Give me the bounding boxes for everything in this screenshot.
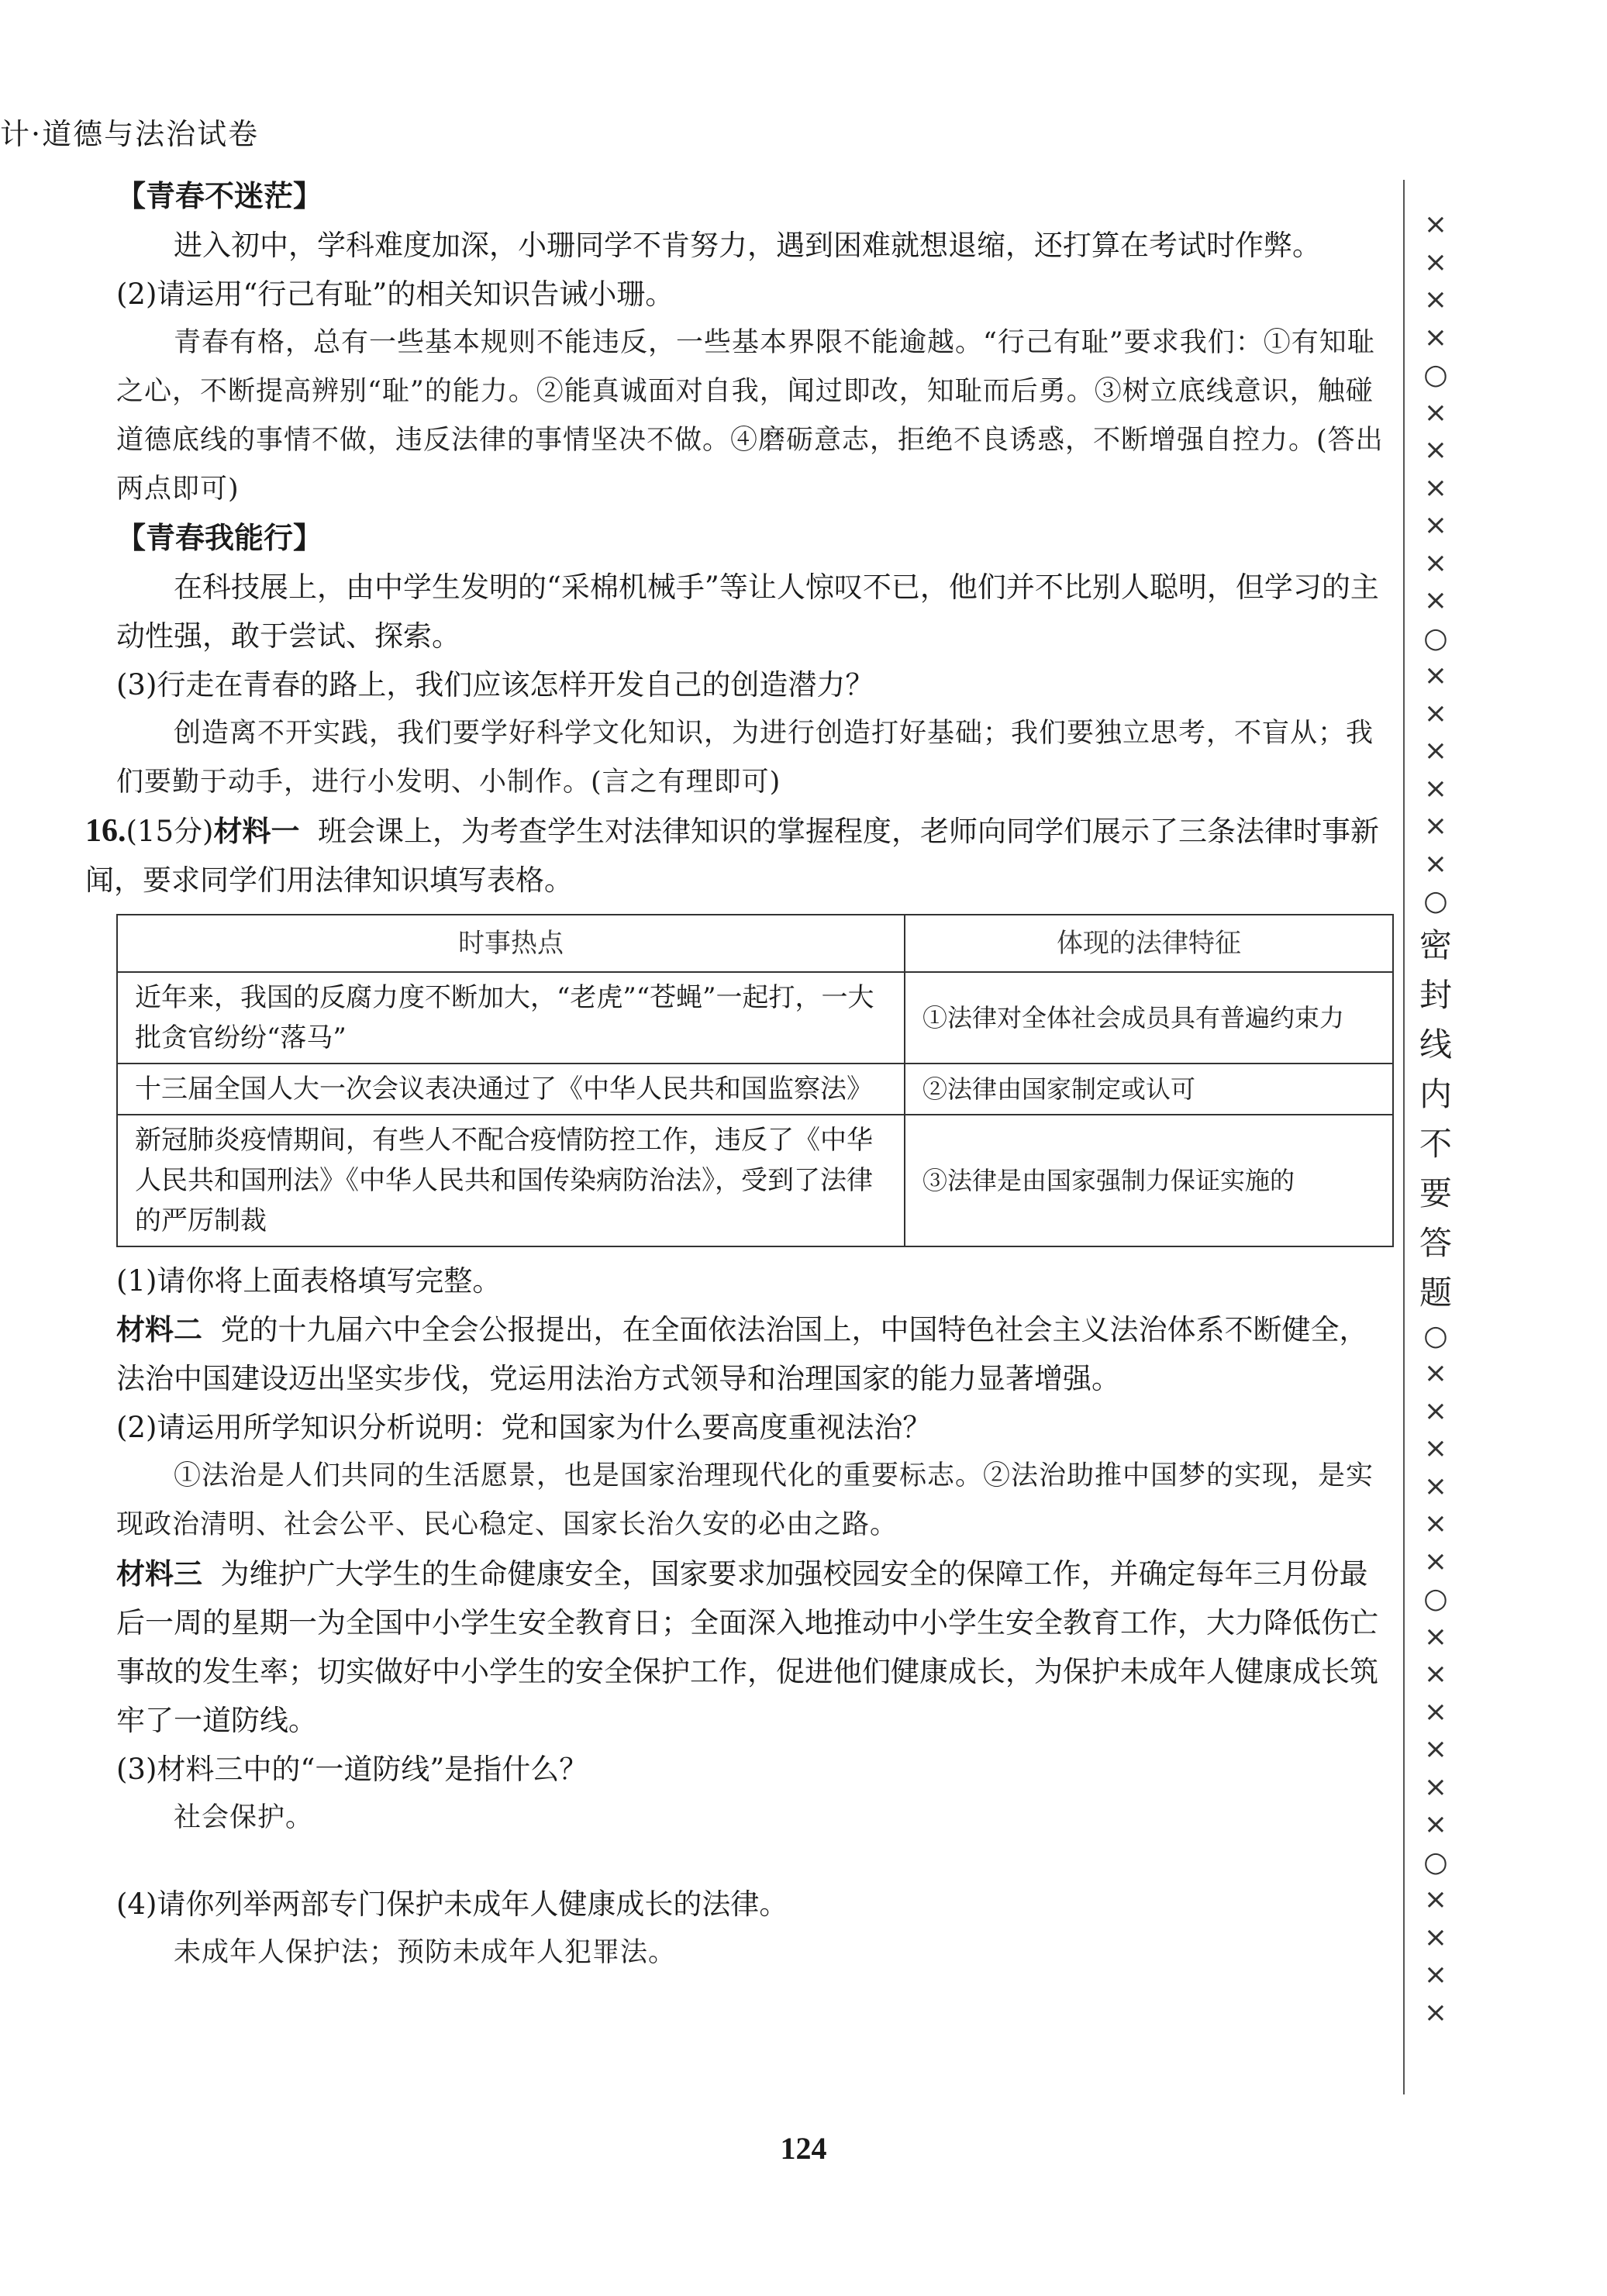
- table-cell-event: 十三届全国人大一次会议表决通过了《中华人民共和国监察法》: [117, 1064, 905, 1115]
- seal-warning-text: [1414, 921, 1457, 1318]
- seal-glyph: ×: [1423, 810, 1448, 842]
- seal-glyph: ×: [1423, 246, 1448, 278]
- seal-glyph: ×: [1423, 1508, 1448, 1539]
- seal-marks-top: [1414, 206, 1457, 921]
- seal-glyph: ×: [1423, 847, 1448, 880]
- seal-glyph: ×: [1423, 1695, 1448, 1728]
- question-2: (2)请运用“行己有耻”的相关知识告诫小珊。: [116, 278, 674, 311]
- page-number: 124: [780, 2131, 827, 2166]
- material-2: [116, 1305, 1388, 1403]
- seal-glyph: ○: [1423, 1583, 1448, 1615]
- seal-glyph: ×: [1423, 1733, 1448, 1765]
- seal-glyph: ○: [1423, 1319, 1448, 1352]
- table-cell-feature: ②法律由国家制定或认可: [905, 1064, 1393, 1115]
- table-row: [117, 972, 1393, 1064]
- seal-glyph: ×: [1423, 1432, 1448, 1464]
- section-title-youth-can-do: 【青春我能行】: [116, 521, 323, 555]
- seal-glyph: ×: [1423, 1620, 1448, 1653]
- section2-material: 在科技展上，由中学生发明的“采棉机械手”等让人惊叹不已，他们并不比别人聪明，但学习的主动性强，敢于尝试、探索。: [116, 571, 1379, 653]
- table-header-event: 时事热点: [117, 915, 905, 972]
- seal-glyph: ○: [1423, 359, 1448, 391]
- answer-3: 创造离不开实践，我们要学好科学文化知识，为进行创造打好基础；我们要独立思考，不盲从；我们要勤于动手，进行小发明、小制作。(言之有理即可): [116, 718, 1374, 798]
- seal-glyph: ×: [1423, 1545, 1448, 1577]
- seal-glyph: ×: [1423, 735, 1448, 767]
- material-1-label: 材料一: [213, 815, 300, 848]
- table-cell-feature: ①法律对全体社会成员具有普遍约束力: [905, 972, 1393, 1064]
- table-header-feature: 体现的法律特征: [905, 915, 1393, 972]
- seal-glyph: ○: [1423, 622, 1448, 654]
- question-16-1: (1)请你将上面表格填写完整。: [116, 1264, 502, 1298]
- seal-marks-bottom: [1414, 1318, 1457, 2032]
- seal-glyph: ×: [1423, 209, 1448, 240]
- material-2-label: 材料二: [116, 1313, 202, 1346]
- seal-glyph: ×: [1423, 321, 1448, 353]
- seal-glyph: ×: [1423, 396, 1448, 429]
- seal-glyph: 封: [1419, 975, 1452, 1014]
- seal-glyph: ×: [1423, 1808, 1448, 1840]
- material-3: [116, 1550, 1388, 1745]
- section1-material: 进入初中，学科难度加深，小珊同学不肯努力，遇到困难就想退缩，还打算在考试时作弊。: [174, 229, 1321, 262]
- seal-glyph: 要: [1419, 1174, 1452, 1212]
- material-2-text: 党的十九届六中全会公报提出，在全面依法治国上，中国特色社会主义法治体系不断健全，法治中国建设迈出坚实步伐，党运用法治方式领导和治理国家的能力显著增强。: [116, 1313, 1368, 1395]
- seal-glyph: ×: [1423, 434, 1448, 466]
- seal-glyph: ×: [1423, 1959, 1448, 1991]
- seal-glyph: ×: [1423, 1658, 1448, 1690]
- table-header-row: [117, 915, 1393, 972]
- seal-glyph: 密: [1419, 926, 1452, 964]
- question-16-material-1: [85, 807, 1388, 905]
- seal-glyph: ×: [1423, 584, 1448, 616]
- table-cell-event: 近年来，我国的反腐力度不断加大，“老虎”“苍蝇”一起打，一大批贪官纷纷“落马”: [117, 972, 905, 1064]
- seal-glyph: 内: [1419, 1074, 1452, 1113]
- page-header: 计·道德与法治试卷: [0, 117, 260, 151]
- material-1-text: 班会课上，为考查学生对法律知识的掌握程度，老师向同学们展示了三条法律时事新闻，要求同学们用法律知识填写表格。: [85, 815, 1379, 897]
- material-3-text: 为维护广大学生的生命健康安全，国家要求加强校园安全的保障工作，并确定每年三月份最后一周的星期一为全国中小学生安全教育日；全面深入地推动中小学生安全教育工作，大力降低伤亡事故的发生率；切实做好中小学生的安全保护工作，促进他们健康成长，为保护未成年人健康成长筑牢了一道防线。: [116, 1557, 1378, 1737]
- seal-glyph: ×: [1423, 697, 1448, 729]
- seal-glyph: ×: [1423, 471, 1448, 504]
- exam-content: [85, 172, 1388, 1977]
- answer-16-3: 社会保护。: [174, 1802, 314, 1833]
- seal-glyph: ×: [1423, 1770, 1448, 1803]
- binding-line: [1403, 180, 1405, 2094]
- seal-glyph: ×: [1423, 509, 1448, 541]
- seal-glyph: 线: [1419, 1025, 1452, 1064]
- question-16-2: (2)请运用所学知识分析说明：党和国家为什么要高度重视法治？: [116, 1411, 932, 1444]
- seal-glyph: ×: [1423, 1884, 1448, 1915]
- seal-glyph: ×: [1423, 1394, 1448, 1427]
- seal-glyph: ×: [1423, 1921, 1448, 1953]
- table-cell-feature: ③法律是由国家强制力保证实施的: [905, 1115, 1393, 1246]
- question-score: (15分): [126, 815, 214, 848]
- seal-sidebar: [1414, 206, 1457, 2032]
- answer-2: 青春有格，总有一些基本规则不能违反，一些基本界限不能逾越。“行己有耻”要求我们：①有知耻之心，不断提高辨别“耻”的能力。②能真诚面对自我，闻过即改，知耻而后勇。③树立底线意识，触碰道德底线的事情不做，违反法律的事情坚决不做。④磨砺意志，拒绝不良诱惑，不断增强自控力。(答出两点即可): [116, 327, 1384, 505]
- question-16-4: (4)请你列举两部专门保护未成年人健康成长的法律。: [116, 1887, 788, 1921]
- section-title-youth-not-lost: 【青春不迷茫】: [116, 179, 323, 213]
- material-3-label: 材料三: [116, 1557, 202, 1591]
- seal-glyph: ×: [1423, 1357, 1448, 1389]
- seal-glyph: ○: [1423, 885, 1448, 917]
- table-row: [117, 1115, 1393, 1246]
- seal-glyph: 答: [1419, 1223, 1452, 1262]
- seal-glyph: 不: [1419, 1124, 1452, 1163]
- seal-glyph: ×: [1423, 1470, 1448, 1502]
- question-3: (3)行走在青春的路上，我们应该怎样开发自己的创造潜力？: [116, 668, 874, 702]
- news-law-table: [116, 914, 1394, 1247]
- seal-glyph: ○: [1423, 1846, 1448, 1878]
- question-number: 16.: [85, 813, 126, 849]
- answer-16-2: ①法治是人们共同的生活愿景，也是国家治理现代化的重要标志。②法治助推中国梦的实现，是实现政治清明、社会公平、民心稳定、国家长治久安的必由之路。: [116, 1460, 1374, 1540]
- table-row: [117, 1064, 1393, 1115]
- seal-glyph: 题: [1419, 1273, 1452, 1312]
- seal-glyph: ×: [1423, 772, 1448, 805]
- seal-glyph: ×: [1423, 1996, 1448, 2029]
- table-cell-event: 新冠肺炎疫情期间，有些人不配合疫情防控工作，违反了《中华人民共和国刑法》《中华人民共和国传染病防治法》，受到了法律的严厉制裁: [117, 1115, 905, 1246]
- seal-glyph: ×: [1423, 546, 1448, 579]
- seal-glyph: ×: [1423, 284, 1448, 315]
- seal-glyph: ×: [1423, 660, 1448, 691]
- answer-16-4: 未成年人保护法；预防未成年人犯罪法。: [174, 1937, 677, 1968]
- question-16-3: (3)材料三中的“一道防线”是指什么？: [116, 1753, 588, 1786]
